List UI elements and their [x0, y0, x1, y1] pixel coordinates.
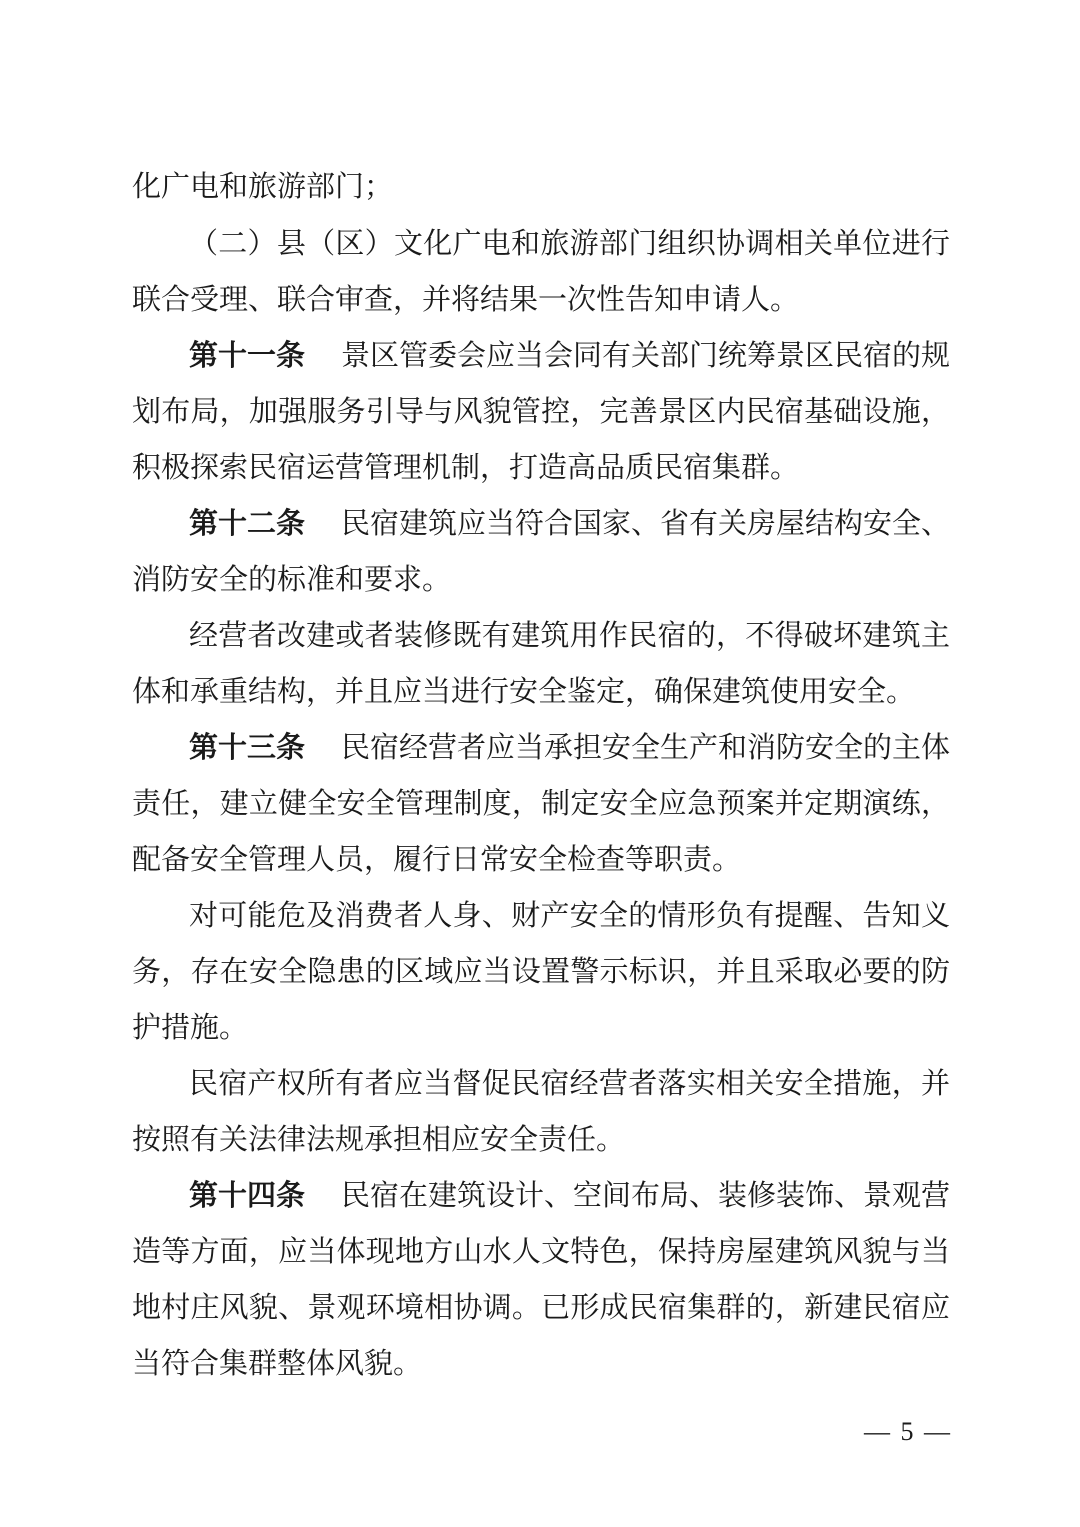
- line-text: 责任，建立健全安全管理制度，制定安全应急预案并定期演练，: [132, 786, 950, 820]
- text-line: [132, 839, 950, 879]
- text-line: [132, 1119, 950, 1159]
- line-text: 当符合集群整体风貌。: [132, 1346, 423, 1380]
- text-line: [132, 391, 950, 431]
- text-line: [132, 1343, 950, 1383]
- article-label: 第十二条: [189, 506, 306, 540]
- article-line: [189, 727, 950, 767]
- line-text: 民宿建筑应当符合国家、省有关房屋结构安全、: [341, 506, 951, 540]
- text-line: [132, 671, 950, 711]
- text-line: [132, 951, 950, 991]
- article-label: 第十一条: [189, 338, 306, 372]
- text-line: [132, 1007, 950, 1047]
- text-line: [132, 279, 950, 319]
- article-line: [189, 503, 950, 543]
- line-text: 化广电和旅游部门；: [132, 169, 394, 203]
- line-text: 经营者改建或者装修既有建筑用作民宿的，不得破坏建筑主: [189, 618, 950, 652]
- line-text: 对可能危及消费者人身、财产安全的情形负有提醒、告知义: [189, 898, 950, 932]
- page-number: — 5 —: [864, 1417, 952, 1446]
- line-text: （二）县（区）文化广电和旅游部门组织协调相关单位进行: [189, 226, 950, 260]
- line-text: 按照有关法律法规承担相应安全责任。: [132, 1122, 626, 1156]
- article-line: [189, 1175, 950, 1215]
- text-line: [132, 1287, 950, 1327]
- article-label: 第十三条: [189, 730, 306, 764]
- text-line: [132, 783, 950, 823]
- text-line: [189, 1063, 950, 1103]
- line-text: 划布局，加强服务引导与风貌管控，完善景区内民宿基础设施，: [132, 394, 950, 428]
- text-line: [189, 615, 950, 655]
- line-text: 体和承重结构，并且应当进行安全鉴定，确保建筑使用安全。: [132, 674, 916, 708]
- line-text: 民宿在建筑设计、空间布局、装修装饰、景观营: [341, 1178, 951, 1212]
- line-text: 景区管委会应当会同有关部门统筹景区民宿的规: [341, 338, 951, 372]
- line-text: 务，存在安全隐患的区域应当设置警示标识，并且采取必要的防: [132, 954, 950, 988]
- line-text: 消防安全的标准和要求。: [132, 562, 452, 596]
- article-label: 第十四条: [189, 1178, 306, 1212]
- text-line: [132, 447, 950, 487]
- text-line: [132, 166, 950, 206]
- text-line: [132, 1231, 950, 1271]
- line-text: 配备安全管理人员，履行日常安全检查等职责。: [132, 842, 742, 876]
- article-line: [189, 335, 950, 375]
- text-line: [189, 223, 950, 263]
- line-text: 地村庄风貌、景观环境相协调。已形成民宿集群的，新建民宿应: [132, 1290, 950, 1324]
- text-line: [132, 559, 950, 599]
- line-text: 民宿经营者应当承担安全生产和消防安全的主体: [341, 730, 951, 764]
- line-text: 护措施。: [132, 1010, 249, 1044]
- line-text: 联合受理、联合审查，并将结果一次性告知申请人。: [132, 282, 800, 316]
- line-text: 民宿产权所有者应当督促民宿经营者落实相关安全措施，并: [189, 1066, 950, 1100]
- line-text: 造等方面，应当体现地方山水人文特色，保持房屋建筑风貌与当: [132, 1234, 950, 1268]
- line-text: 积极探索民宿运营管理机制，打造高品质民宿集群。: [132, 450, 800, 484]
- text-line: [189, 895, 950, 935]
